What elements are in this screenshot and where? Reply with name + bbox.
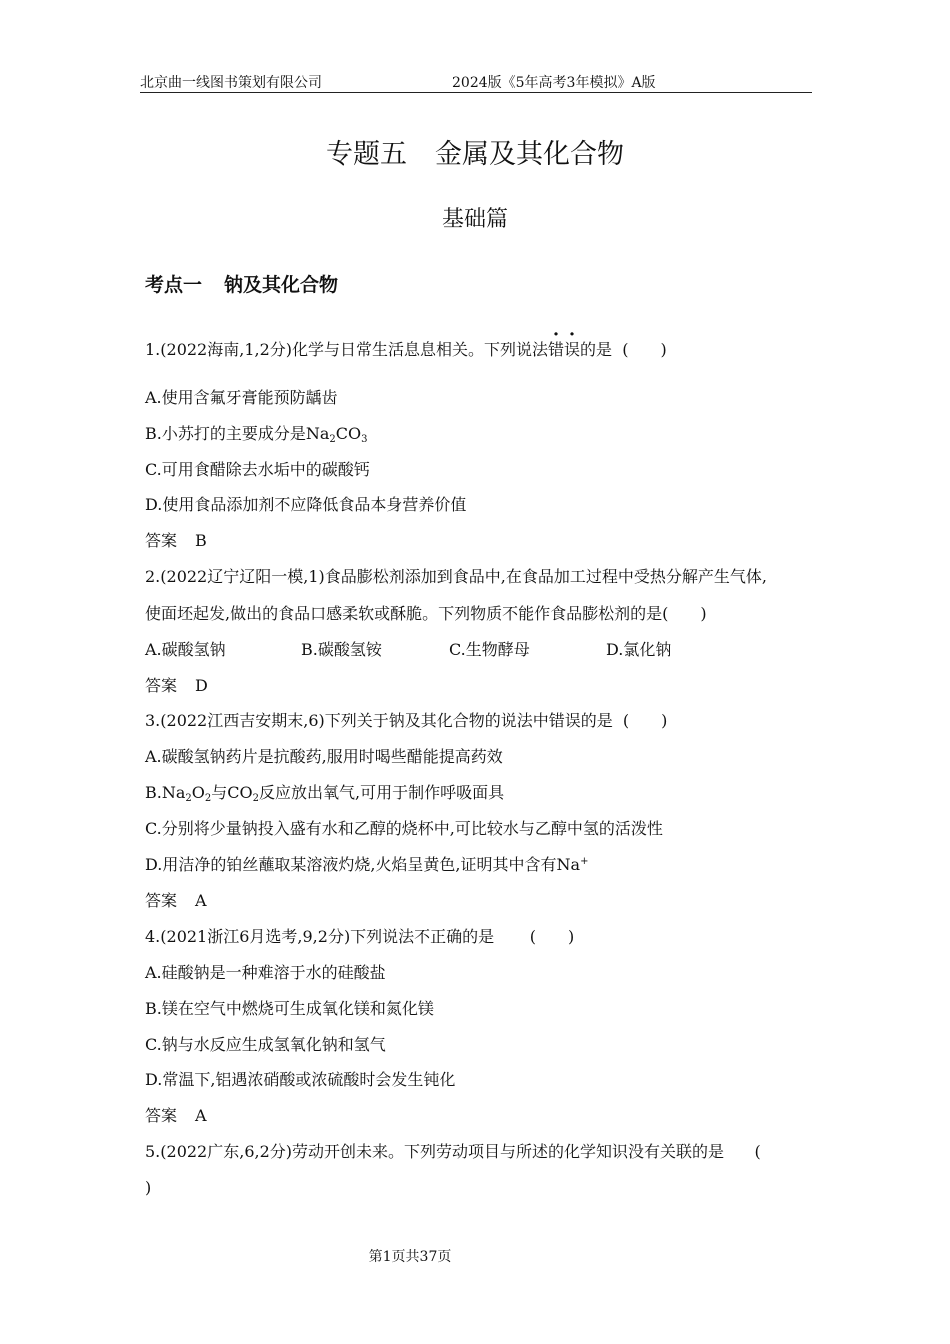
q3-option-c: C.分别将少量钠投入盛有水和乙醇的烧杯中,可比较水与乙醇中氢的活泼性 [145, 819, 663, 838]
q4-option-b: B.镁在空气中燃烧可生成氧化镁和氮化镁 [145, 999, 434, 1018]
q4-option-a: A.硅酸钠是一种难溶于水的硅酸盐 [145, 963, 386, 982]
q2-stem-line2: 使面坯起发,做出的食品口感柔软或酥脆。下列物质不能作食品膨松剂的是( ) [145, 604, 707, 623]
q1-option-d: D.使用食品添加剂不应降低食品本身营养价值 [145, 495, 467, 514]
section-heading [145, 270, 338, 297]
q1-option-c: C.可用食醋除去水垢中的碳酸钙 [145, 460, 370, 479]
q3-option-b: $B.Na_2O_2$与$CO_2$反应放出氧气,可用于制作呼吸面具 [145, 783, 505, 804]
page-footer: 第1页共37页 [368, 1249, 452, 1265]
q1-option-b: B.小苏打的主要成分是$Na_2CO_3$ [145, 424, 368, 445]
topic-number: 专题五 [326, 139, 407, 170]
page-subtitle: 基础篇 [441, 207, 508, 232]
publisher-name: 北京曲一线图书策划有限公司 [140, 75, 322, 91]
q2-answer: 答案 D [145, 676, 208, 695]
q1-answer: 答案 B [145, 531, 207, 550]
section-name: 钠及其化合物 [224, 274, 339, 296]
answer-blank: ( ) [622, 340, 667, 359]
topic-name: 金属及其化合物 [435, 139, 624, 170]
q1-stem: 1.(2022海南,1,2分)化学与日常生活息息相关。下列说法错误的是 ( ) [145, 340, 667, 359]
q3-option-d: D.用洁净的铂丝蘸取某溶液灼烧,火焰呈黄色,证明其中含有Na+ [145, 855, 589, 874]
q2-option-b: B.碳酸氢铵 [301, 640, 382, 659]
q1-option-a: A.使用含氟牙膏能预防龋齿 [145, 388, 338, 407]
page-title [0, 132, 950, 171]
page-header [140, 72, 812, 93]
answer-blank: ( ) [662, 604, 707, 623]
q2-option-a: A.碳酸氢钠 [145, 640, 226, 659]
q3-stem: 3.(2022江西吉安期末,6)下列关于钠及其化合物的说法中错误的是 ( ) [145, 711, 668, 730]
q2-stem-line1: 2.(2022辽宁辽阳一模,1)食品膨松剂添加到食品中,在食品加工过程中受热分解产生气体, [145, 567, 767, 586]
answer-blank: ( ) [622, 711, 668, 730]
q4-answer: 答案 A [145, 1106, 207, 1125]
q4-option-c: C.钠与水反应生成氢氧化钠和氢气 [145, 1035, 386, 1054]
q5-paren-close: ) [145, 1178, 152, 1197]
q2-option-d: D.氯化钠 [606, 640, 672, 659]
answer-blank: ( ) [529, 927, 575, 946]
q2-option-c: C.生物酵母 [449, 640, 530, 659]
q3-answer: 答案 A [145, 891, 207, 910]
q3-option-a: A.碳酸氢钠药片是抗酸药,服用时喝些醋能提高药效 [145, 747, 503, 766]
emphasis-text: 错误 [548, 340, 581, 359]
book-title: 2024版《5年高考3年模拟》A版 [452, 75, 656, 91]
q4-option-d: D.常温下,铝遇浓硝酸或浓硫酸时会发生钝化 [145, 1070, 456, 1089]
section-label: 考点一 [145, 274, 203, 296]
q4-stem: 4.(2021浙江6月选考,9,2分)下列说法不正确的是 ( ) [145, 927, 575, 946]
q5-stem: 5.(2022广东,6,2分)劳动开创未来。下列劳动项目与所述的化学知识没有关联的是 ( [145, 1142, 761, 1161]
